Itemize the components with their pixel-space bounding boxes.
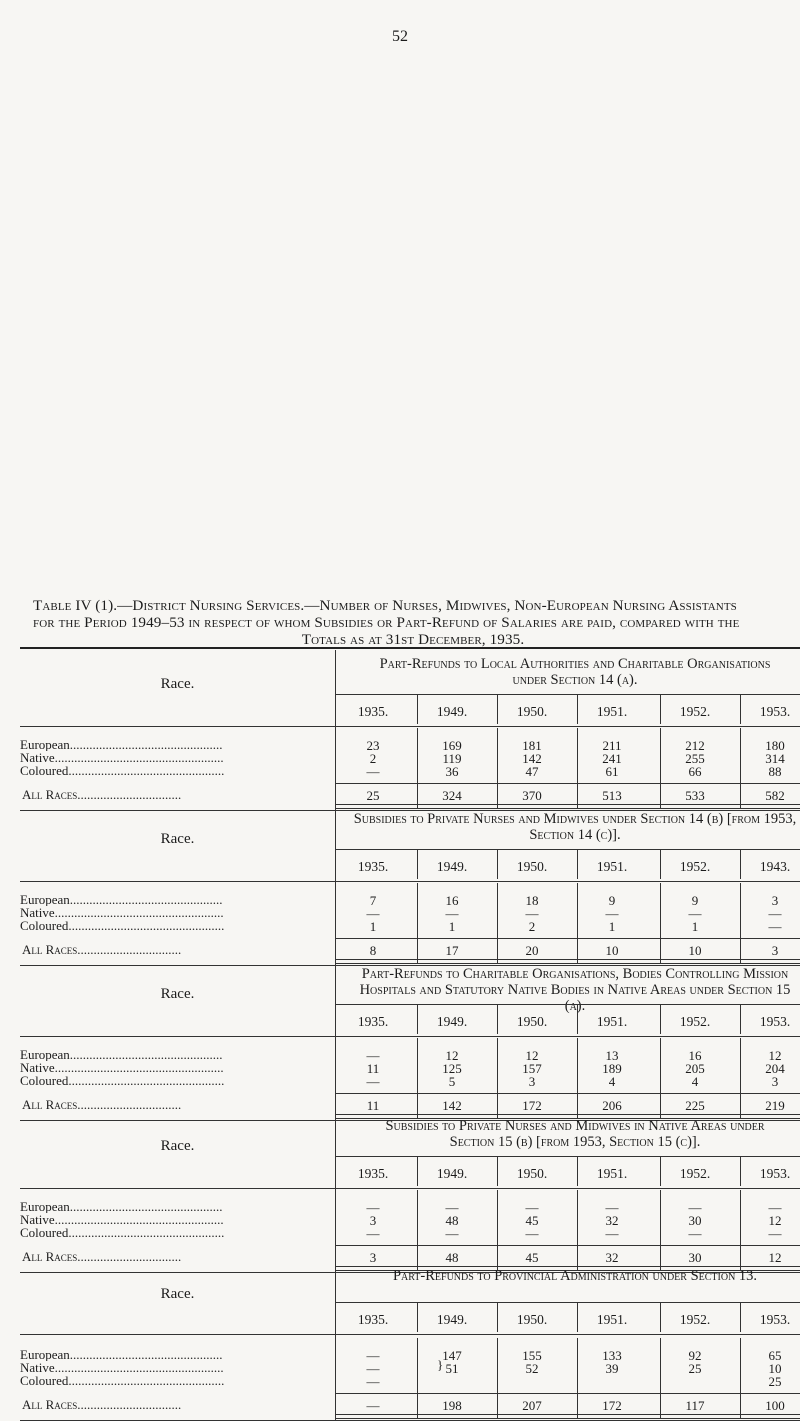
- table-cell: —: [366, 906, 380, 921]
- year-header: 1950.: [516, 859, 548, 874]
- body-column-divider: [740, 883, 741, 963]
- total-cell: 10: [688, 943, 702, 958]
- race-label: European...............................................: [20, 738, 223, 751]
- year-column-divider: [740, 1302, 741, 1332]
- year-column-divider: [577, 849, 578, 879]
- totals-top-rule: [335, 1093, 800, 1094]
- section-title-line-1: Part-Refunds to Provincial Administration under Section 13.: [392, 1268, 758, 1284]
- year-header: 1952.: [679, 1166, 711, 1181]
- table-section-3: [20, 960, 800, 1113]
- table-cell: —: [525, 1226, 539, 1241]
- total-cell: 17: [445, 943, 459, 958]
- body-column-divider: [417, 1338, 418, 1418]
- total-cell: 324: [442, 788, 462, 803]
- body-column-divider: [577, 883, 578, 963]
- total-cell: 20: [525, 943, 539, 958]
- race-column-header: Race.: [160, 676, 195, 692]
- table-cell: 119: [442, 751, 462, 766]
- table-section-2: [20, 805, 800, 958]
- year-header: 1953.: [759, 1166, 791, 1181]
- table-cell: —: [366, 1048, 380, 1063]
- body-column-divider: [417, 1038, 418, 1118]
- race-column-divider: [335, 1262, 336, 1420]
- body-column-divider: [660, 1338, 661, 1418]
- table-cell: —: [366, 1348, 380, 1363]
- section-title-line-2: Section 14 (c)].: [529, 827, 621, 843]
- table-cell: 147: [442, 1348, 462, 1363]
- table-cell: —: [366, 1074, 380, 1089]
- table-cell: 241: [602, 751, 622, 766]
- brace-mark: }: [437, 1357, 444, 1372]
- race-label: Coloured................................................: [20, 919, 225, 932]
- header-bottom-rule: [20, 1188, 800, 1189]
- race-label: European...............................................: [20, 1200, 223, 1213]
- body-column-divider: [497, 1190, 498, 1270]
- total-cell: 25: [366, 788, 380, 803]
- table-cell: —: [366, 764, 380, 779]
- table-cell: 13: [605, 1048, 619, 1063]
- table-cell: 51: [445, 1361, 459, 1376]
- table-cell: 52: [525, 1361, 539, 1376]
- total-cell: 207: [522, 1398, 542, 1413]
- year-header: 1949.: [436, 1014, 468, 1029]
- body-column-divider: [660, 883, 661, 963]
- race-label: Coloured................................................: [20, 1226, 225, 1239]
- year-header: 1952.: [679, 704, 711, 719]
- table-cell: 92: [688, 1348, 702, 1363]
- table-cell: —: [768, 1226, 782, 1241]
- race-column-header: Race.: [160, 831, 195, 847]
- table-cell: 1: [448, 919, 456, 934]
- table-cell: 11: [366, 1061, 380, 1076]
- year-header-top-rule: [335, 1156, 800, 1157]
- total-cell: 8: [369, 943, 377, 958]
- caption-line-3: Totals as at 31st December, 1935.: [301, 631, 525, 648]
- total-cell: 117: [685, 1398, 705, 1413]
- year-column-divider: [417, 694, 418, 724]
- table-cell: —: [366, 1374, 380, 1389]
- table-cell: 1: [691, 919, 699, 934]
- table-cell: 12: [525, 1048, 539, 1063]
- year-header: 1951.: [596, 859, 628, 874]
- year-header-top-rule: [335, 1004, 800, 1005]
- table-cell: —: [445, 1226, 459, 1241]
- total-cell: 533: [685, 788, 705, 803]
- year-column-divider: [740, 849, 741, 879]
- total-cell: 142: [442, 1098, 462, 1113]
- all-races-label: All Races................................: [22, 1250, 182, 1263]
- race-label: European...............................................: [20, 1348, 223, 1361]
- body-column-divider: [497, 1338, 498, 1418]
- total-cell: 370: [522, 788, 542, 803]
- year-column-divider: [740, 1156, 741, 1186]
- year-header-top-rule: [335, 849, 800, 850]
- table-cell: 3: [771, 893, 779, 908]
- caption-line-2: for the Period 1949–53 in respect of whom Subsidies or Part-Refund of Salaries are paid, compared with the: [33, 614, 740, 631]
- year-column-divider: [740, 694, 741, 724]
- body-column-divider: [660, 1190, 661, 1270]
- header-bottom-rule: [20, 1036, 800, 1037]
- table-cell: —: [605, 906, 619, 921]
- year-header: 1935.: [357, 859, 389, 874]
- table-cell: 5: [448, 1074, 456, 1089]
- race-label: Coloured................................................: [20, 1374, 225, 1387]
- all-races-label: All Races................................: [22, 943, 182, 956]
- table-cell: 4: [608, 1074, 616, 1089]
- table-section-5: [20, 1262, 800, 1412]
- table-cell: —: [768, 1200, 782, 1215]
- table-cell: 3: [771, 1074, 779, 1089]
- table-caption: [33, 597, 793, 648]
- year-header: 1950.: [516, 704, 548, 719]
- table-cell: 9: [608, 893, 616, 908]
- body-column-divider: [497, 1038, 498, 1118]
- table-cell: 157: [522, 1061, 542, 1076]
- year-column-divider: [660, 694, 661, 724]
- table-cell: 7: [369, 893, 377, 908]
- year-header: 1949.: [436, 859, 468, 874]
- table-section-1: [20, 650, 800, 803]
- total-cell: 582: [765, 788, 785, 803]
- section-title-line-2: Section 15 (b) [from 1953, Section 15 (c)].: [449, 1134, 701, 1150]
- table-cell: 125: [442, 1061, 462, 1076]
- table-cell: 12: [768, 1213, 782, 1228]
- body-column-divider: [577, 1338, 578, 1418]
- year-header: 1953.: [759, 1312, 791, 1327]
- year-header: 1952.: [679, 1312, 711, 1327]
- year-header: 1951.: [596, 1014, 628, 1029]
- table-cell: 30: [688, 1213, 702, 1228]
- body-column-divider: [577, 1190, 578, 1270]
- table-cell: 1: [608, 919, 616, 934]
- body-column-divider: [497, 728, 498, 808]
- body-column-divider: [417, 728, 418, 808]
- table-cell: —: [768, 919, 782, 934]
- race-column-divider: [335, 1112, 336, 1272]
- table-cell: 65: [768, 1348, 782, 1363]
- table-cell: —: [366, 1226, 380, 1241]
- year-column-divider: [417, 1302, 418, 1332]
- table-cell: 39: [605, 1361, 619, 1376]
- total-cell: 10: [605, 943, 619, 958]
- year-header-top-rule: [335, 1302, 800, 1303]
- body-column-divider: [577, 1038, 578, 1118]
- total-cell: 45: [525, 1250, 539, 1265]
- race-column-divider: [335, 960, 336, 1120]
- body-column-divider: [740, 1338, 741, 1418]
- race-column-header: Race.: [160, 986, 195, 1002]
- table-cell: —: [688, 1200, 702, 1215]
- year-column-divider: [577, 1004, 578, 1034]
- totals-top-rule: [335, 938, 800, 939]
- race-label: European...............................................: [20, 1048, 223, 1061]
- total-cell: 219: [765, 1098, 785, 1113]
- section-title-line-1: Part-Refunds to Charitable Organisations, Bodies Controlling Mission: [361, 966, 789, 982]
- year-column-divider: [660, 849, 661, 879]
- table-cell: 4: [691, 1074, 699, 1089]
- table-cell: —: [688, 906, 702, 921]
- table-cell: 133: [602, 1348, 622, 1363]
- year-header: 1943.: [759, 859, 791, 874]
- race-label: Coloured................................................: [20, 1074, 225, 1087]
- table-cell: 2: [528, 919, 536, 934]
- table-cell: 32: [605, 1213, 619, 1228]
- year-header: 1953.: [759, 704, 791, 719]
- year-column-divider: [577, 1302, 578, 1332]
- total-cell: 513: [602, 788, 622, 803]
- table-cell: 3: [369, 1213, 377, 1228]
- race-labels: [20, 893, 320, 956]
- total-cell: 206: [602, 1098, 622, 1113]
- year-column-divider: [577, 694, 578, 724]
- table-cell: 12: [445, 1048, 459, 1063]
- total-cell: 198: [442, 1398, 462, 1413]
- year-column-divider: [497, 1156, 498, 1186]
- table-cell: 61: [605, 764, 619, 779]
- table-cell: 16: [688, 1048, 702, 1063]
- table-cell: 48: [445, 1213, 459, 1228]
- race-labels: [20, 738, 320, 801]
- body-column-divider: [417, 883, 418, 963]
- body-column-divider: [740, 1038, 741, 1118]
- race-label: Native....................................................: [20, 751, 224, 764]
- totals-top-rule: [335, 783, 800, 784]
- totals-top-rule: [335, 1245, 800, 1246]
- year-header: 1935.: [357, 1014, 389, 1029]
- total-cell: 225: [685, 1098, 705, 1113]
- table-cell: 47: [525, 764, 539, 779]
- year-header: 1952.: [679, 1014, 711, 1029]
- section-title-line-2: Hospitals and Statutory Native Bodies in Native Areas under Section 15 (a).: [359, 982, 791, 1014]
- race-labels: [20, 1048, 320, 1111]
- year-column-divider: [417, 849, 418, 879]
- total-cell: 100: [765, 1398, 785, 1413]
- table-cell: —: [445, 1200, 459, 1215]
- header-bottom-rule: [20, 1334, 800, 1335]
- race-label: Native....................................................: [20, 1061, 224, 1074]
- section-title-line-1: Subsidies to Private Nurses and Midwives in Native Areas under: [385, 1118, 765, 1134]
- table-cell: 12: [768, 1048, 782, 1063]
- body-column-divider: [497, 883, 498, 963]
- year-column-divider: [497, 1302, 498, 1332]
- total-cell: 3: [771, 943, 779, 958]
- caption-line-1: Table IV (1).—District Nursing Services.—Number of Nurses, Midwives, Non-European Nursing Assistants: [33, 597, 737, 614]
- year-header: 1935.: [357, 1166, 389, 1181]
- race-column-divider: [335, 805, 336, 965]
- table-cell: 3: [528, 1074, 536, 1089]
- race-column-header: Race.: [160, 1286, 195, 1302]
- table-cell: —: [366, 1361, 380, 1376]
- year-header: 1950.: [516, 1312, 548, 1327]
- table-cell: 25: [688, 1361, 702, 1376]
- year-header: 1950.: [516, 1166, 548, 1181]
- table-cell: 2: [369, 751, 377, 766]
- total-cell: 172: [602, 1398, 622, 1413]
- table-section-4: [20, 1112, 800, 1265]
- table-cell: —: [366, 1200, 380, 1215]
- table-cell: 10: [768, 1361, 782, 1376]
- table-cell: 169: [442, 738, 462, 753]
- year-column-divider: [497, 1004, 498, 1034]
- year-column-divider: [577, 1156, 578, 1186]
- year-header: 1949.: [436, 1312, 468, 1327]
- header-bottom-rule: [20, 726, 800, 727]
- all-races-label: All Races................................: [22, 788, 182, 801]
- race-labels: [20, 1200, 320, 1263]
- table-cell: 181: [522, 738, 542, 753]
- table-cell: 1: [369, 919, 377, 934]
- year-header: 1951.: [596, 704, 628, 719]
- table-cell: 189: [602, 1061, 622, 1076]
- total-cell: 32: [605, 1250, 619, 1265]
- table-cell: 25: [768, 1374, 782, 1389]
- section-title-line-1: Part-Refunds to Local Authorities and Charitable Organisations: [379, 656, 771, 672]
- table-cell: —: [605, 1200, 619, 1215]
- total-cell: 3: [369, 1250, 377, 1265]
- year-header: 1951.: [596, 1312, 628, 1327]
- year-column-divider: [740, 1004, 741, 1034]
- table-cell: 255: [685, 751, 705, 766]
- table-cell: —: [445, 906, 459, 921]
- year-column-divider: [660, 1156, 661, 1186]
- total-cell: 30: [688, 1250, 702, 1265]
- year-header: 1935.: [357, 704, 389, 719]
- race-column-divider: [335, 650, 336, 810]
- header-bottom-rule: [20, 881, 800, 882]
- table-cell: 66: [688, 764, 702, 779]
- table-cell: 204: [765, 1061, 785, 1076]
- body-column-divider: [417, 1190, 418, 1270]
- total-cell: 11: [366, 1098, 380, 1113]
- table-cell: —: [768, 906, 782, 921]
- race-label: Native....................................................: [20, 1361, 224, 1374]
- body-column-divider: [577, 728, 578, 808]
- table-cell: 211: [602, 738, 622, 753]
- table-cell: —: [688, 1226, 702, 1241]
- race-label: European...............................................: [20, 893, 223, 906]
- year-header: 1949.: [436, 1166, 468, 1181]
- totals-top-rule: [335, 1393, 800, 1394]
- table-cell: 9: [691, 893, 699, 908]
- table-cell: 16: [445, 893, 459, 908]
- race-column-header: Race.: [160, 1138, 195, 1154]
- year-column-divider: [660, 1302, 661, 1332]
- table-cell: 36: [445, 764, 459, 779]
- year-header: 1952.: [679, 859, 711, 874]
- year-header-top-rule: [335, 694, 800, 695]
- body-column-divider: [740, 1190, 741, 1270]
- year-column-divider: [497, 694, 498, 724]
- table-cell: 45: [525, 1213, 539, 1228]
- table-cell: 155: [522, 1348, 542, 1363]
- table-cell: 212: [685, 738, 705, 753]
- totals-double-rule: [335, 1414, 800, 1419]
- all-races-label: All Races................................: [22, 1098, 182, 1111]
- page-number: 52: [392, 28, 408, 45]
- year-column-divider: [417, 1004, 418, 1034]
- race-label: Native....................................................: [20, 1213, 224, 1226]
- body-column-divider: [660, 728, 661, 808]
- year-column-divider: [497, 849, 498, 879]
- race-labels: [20, 1348, 320, 1411]
- table-cell: 88: [768, 764, 782, 779]
- year-header: 1949.: [436, 704, 468, 719]
- table-cell: —: [525, 906, 539, 921]
- section-title-line-1: Subsidies to Private Nurses and Midwives under Section 14 (b) [from 1953,: [353, 811, 797, 827]
- total-cell: —: [366, 1398, 380, 1413]
- race-label: Coloured................................................: [20, 764, 225, 777]
- total-cell: 48: [445, 1250, 459, 1265]
- body-column-divider: [660, 1038, 661, 1118]
- race-label: Native....................................................: [20, 906, 224, 919]
- year-header: 1953.: [759, 1014, 791, 1029]
- section-title-line-2: under Section 14 (a).: [512, 672, 638, 688]
- table-cell: —: [525, 1200, 539, 1215]
- year-header: 1935.: [357, 1312, 389, 1327]
- table-cell: 142: [522, 751, 542, 766]
- all-races-label: All Races................................: [22, 1398, 182, 1411]
- body-column-divider: [740, 728, 741, 808]
- year-column-divider: [660, 1004, 661, 1034]
- year-column-divider: [417, 1156, 418, 1186]
- table-cell: 23: [366, 738, 380, 753]
- total-cell: 12: [768, 1250, 782, 1265]
- table-cell: 18: [525, 893, 539, 908]
- total-cell: 172: [522, 1098, 542, 1113]
- year-header: 1950.: [516, 1014, 548, 1029]
- year-header: 1951.: [596, 1166, 628, 1181]
- table-cell: 180: [765, 738, 785, 753]
- table-cell: 205: [685, 1061, 705, 1076]
- table-top-rule: [20, 647, 800, 649]
- table-cell: 314: [765, 751, 785, 766]
- table-cell: —: [605, 1226, 619, 1241]
